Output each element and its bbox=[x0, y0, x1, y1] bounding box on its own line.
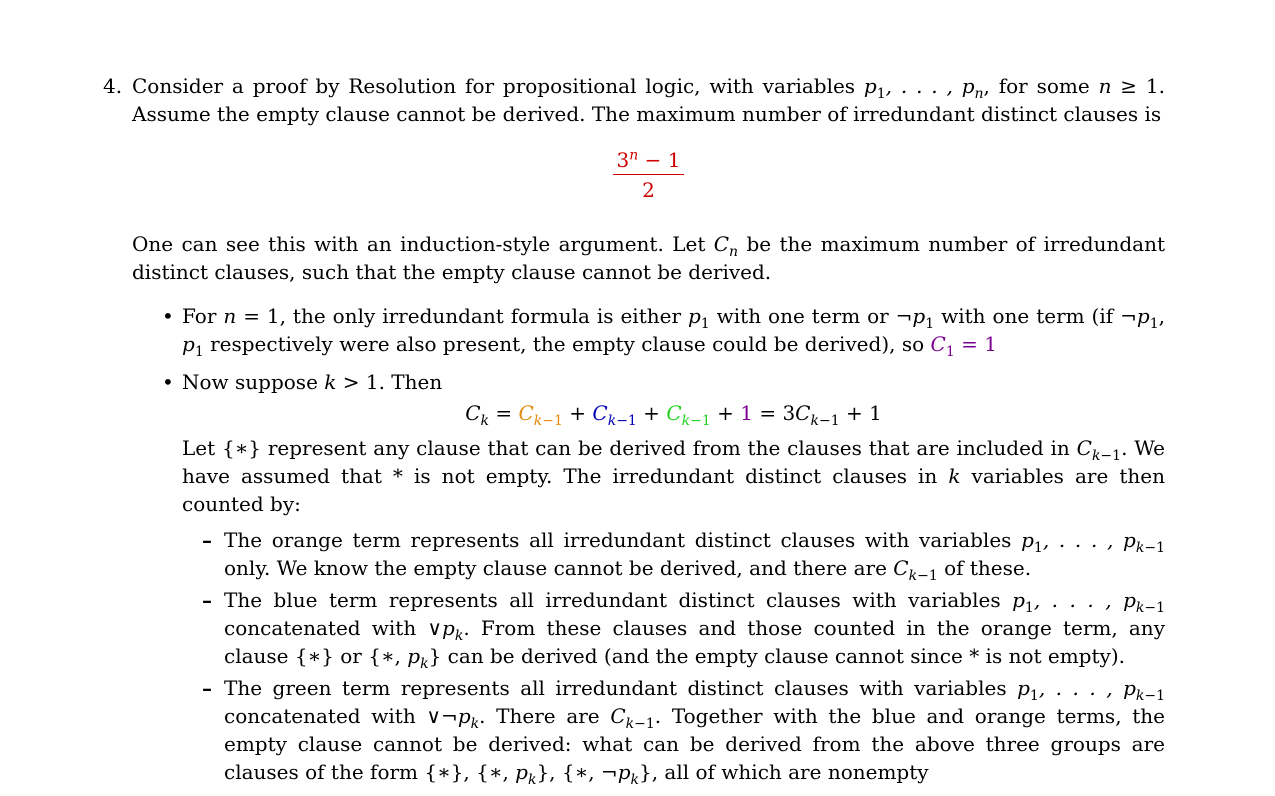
math-n-geq-1: n bbox=[1098, 74, 1112, 98]
math-n-eq-1: n bbox=[223, 304, 237, 328]
dash-mark: – bbox=[202, 528, 212, 552]
orange-term: $C_{k-1}$ bbox=[518, 401, 563, 429]
base-case-text: For n = 1, the only irredundant formula is either $p_1$ with one term or $\neg p_1$ with one term (if $\neg p_1$, $p_1$ respectively were also present, the empty clause could be derived), so $C_1 = 1$ bbox=[182, 304, 1165, 360]
dash-mark: – bbox=[202, 676, 212, 700]
green-term: $C_{k-1}$ bbox=[666, 401, 711, 429]
fraction-denominator: 2 bbox=[642, 178, 655, 202]
intro-text-3: . Assume the empty clause cannot be derived. The maximum number of irredundant distinct clauses is bbox=[132, 74, 1165, 126]
base-case-item bbox=[132, 302, 1165, 358]
recurrence-equation: $C_k = C_{k-1} + C_{k-1} + C_{k-1} + 1 = 3C_{k-1} + 1$ bbox=[465, 401, 882, 429]
term-explanations bbox=[182, 526, 1165, 786]
dash-mark: – bbox=[202, 588, 212, 612]
fraction bbox=[613, 146, 685, 204]
induction-text-2: be the maximum number of irredundant distinct clauses, such that the empty clause cannot be derived. bbox=[132, 232, 1166, 284]
max-clauses-formula bbox=[132, 146, 1165, 204]
orange-term-explanation: – The orange term represents all irredundant distinct clauses with variables $p_1$, . . . , $p_{k-1}$ only. We know the empty clause cannot be derived, and there are $C_{k-1}$ of these. bbox=[202, 528, 1165, 584]
let-paragraph: Let {∗} represent any clause that can be derived from the clauses that are included in $C_{k-1}$. We have assumed that * is not empty. The irredundant distinct clauses in k variables are then counted by: bbox=[182, 436, 1165, 516]
bullet-dot: • bbox=[162, 304, 174, 328]
paper-page bbox=[103, 72, 1165, 796]
intro-text-2: , for some bbox=[983, 74, 1099, 98]
inductive-step-item bbox=[132, 368, 1165, 786]
induction-text-1: One can see this with an induction-style argument. Let bbox=[132, 232, 714, 256]
blue-term: $C_{k-1}$ bbox=[592, 401, 637, 429]
green-term-explanation: – The green term represents all irredundant distinct clauses with variables $p_1$, . . . , $p_{k-1}$ concatenated with $\vee\neg p_k$. There are $C_{k-1}$. Together with the blue and orange terms, the empty clause cannot be derived: what can be derived from the above three groups are clauses of the form {∗}, {∗, $p_k$}, {∗, $\neg p_k$}, all of which are nonempty bbox=[202, 676, 1166, 788]
fraction-numerator: $3^n - 1$ bbox=[613, 146, 685, 175]
bullet-dot: • bbox=[162, 370, 174, 394]
math-C1-eq-1: $C_1 = 1$ bbox=[930, 332, 997, 360]
intro-paragraph: Consider a proof by Resolution for propositional logic, with variables $p_1$, . . . , $p_n$, for some n ≥ 1. Assume the empty clause cannot be derived. The maximum number of irredundant distinct clauses is bbox=[132, 74, 1165, 126]
induction-paragraph bbox=[132, 230, 1165, 286]
inductive-step-intro: Now suppose k > 1. Then bbox=[182, 370, 443, 394]
math-var-range: $p_1$, . . . , $p_n$ bbox=[863, 74, 984, 102]
item-number: 4. bbox=[103, 74, 123, 98]
math-k-gt-1: k bbox=[324, 370, 337, 394]
purple-term: 1 bbox=[740, 401, 753, 425]
item-body bbox=[132, 72, 1165, 786]
case-list bbox=[132, 302, 1165, 786]
math-Cn: $C_n$ bbox=[713, 232, 739, 260]
blue-term-explanation: – The blue term represents all irredundant distinct clauses with variables $p_1$, . . . , $p_{k-1}$ concatenated with $\vee p_k$. From these clauses and those counted in the orange term, any clause {∗} or {∗, $p_k$} can be derived (and the empty clause cannot since * is not empty). bbox=[202, 588, 1165, 672]
intro-text-1: Consider a proof by Resolution for propositional logic, with variables bbox=[132, 74, 864, 98]
